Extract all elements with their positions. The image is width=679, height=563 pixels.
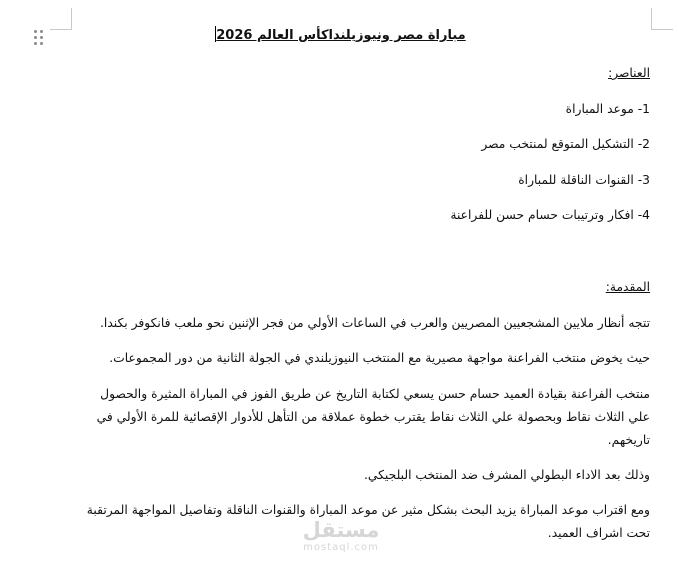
paragraph-line: ومع اقتراب موعد المباراة يزيد البحث بشكل مثير عن موعد المباراة والقنوات الناقلة وتفاصيل المواجهة المرتقبة [86, 503, 650, 517]
list-item: 1- موعد المباراة [565, 102, 650, 116]
elements-heading-line [70, 63, 650, 83]
paragraph-line: حيث يخوض منتخب الفراعنة مواجهة مصيرية مع المنتخب النيوزيلندي في الجولة الثانية من دور المجموعات. [109, 351, 650, 365]
elements-heading: العناصر: [608, 66, 650, 80]
intro-heading: المقدمة: [605, 280, 650, 294]
intro-heading-line [70, 277, 650, 297]
paragraph-line: وذلك بعد الاداء البطولي المشرف ضد المنتخب البلجيكي. [363, 468, 650, 482]
document-title: مباراة مصر ونيوزيلنداكأس العالم 2026 [216, 28, 466, 43]
mostaql-watermark [296, 518, 386, 554]
paragraph-line: تاريخهم. [607, 433, 650, 447]
watermark-logo-text: مستقل [302, 518, 380, 542]
watermark-url: mostaql.com [303, 542, 379, 553]
document-title-line[interactable] [150, 26, 530, 46]
list-item: 4- افكار وترتيبات حسام حسن للفراعنة [450, 208, 650, 222]
list-item: 2- التشكيل المتوقع لمنتخب مصر [481, 137, 650, 151]
paragraph-line: منتخب الفراعنة بقيادة العميد حسام حسن يسعي لكتابة التاريخ عن طريق الفوز في المباراة المثيرة والحصول [100, 387, 650, 401]
paragraph-line: علي الثلاث نقاط وبحصولة علي الثلاث نقاط يقترب خطوة عملاقة من التأهل للأدوار الإقصائية للمرة الأولي في [96, 410, 650, 424]
paragraph-line: تحت اشراف العميد. [547, 526, 650, 540]
list-item: 3- القنوات الناقلة للمباراة [518, 173, 650, 187]
paragraph-line: تتجه أنظار ملايين المشجعيين المصريين والعرب في الساعات الأولي من فجر الإثنين نحو ملعب فانكوفر بكندا. [100, 316, 650, 330]
